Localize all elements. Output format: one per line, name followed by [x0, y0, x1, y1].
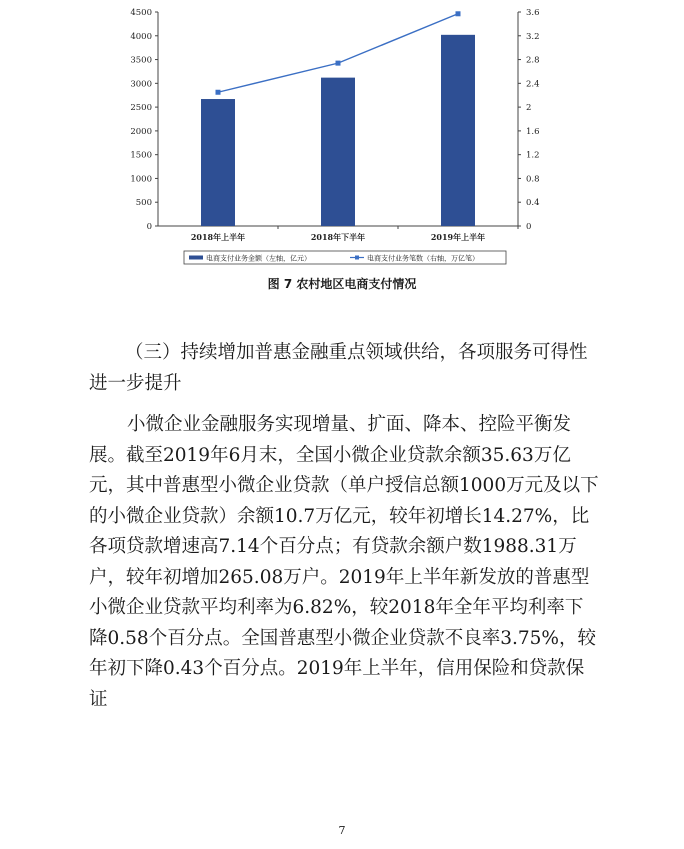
- page-number: 7: [338, 824, 346, 837]
- bar: [441, 35, 475, 226]
- left-tick-label: 4500: [130, 8, 152, 18]
- x-tick-label: 2018年上半年: [190, 232, 246, 242]
- left-tick-label: 1500: [130, 150, 152, 161]
- left-tick-label: 1000: [130, 174, 152, 185]
- legend-bar-swatch: [189, 256, 203, 260]
- right-tick-label: 3.2: [526, 31, 540, 42]
- left-tick-label: 4000: [130, 31, 152, 42]
- figure-caption: 图 7 农村地区电商支付情况: [267, 277, 417, 291]
- right-tick-label: 0.4: [526, 198, 540, 209]
- left-tick-label: 3000: [130, 79, 152, 90]
- right-tick-label: 3.6: [526, 8, 540, 18]
- left-tick-label: 2500: [130, 103, 152, 114]
- right-tick-label: 1.2: [526, 150, 540, 161]
- x-tick-label: 2019年上半年: [430, 232, 486, 242]
- line-point: [336, 61, 341, 66]
- legend-bar-label: 电商支付业务金额（左轴，亿元）: [206, 254, 311, 263]
- right-tick-label: 2: [526, 103, 532, 114]
- legend-line-label: 电商支付业务笔数（右轴，万亿笔）: [367, 254, 479, 263]
- right-tick-label: 0.8: [526, 174, 540, 185]
- right-tick-label: 0: [526, 222, 532, 232]
- chart-legend: [184, 251, 506, 264]
- line-point: [216, 90, 221, 95]
- right-tick-label: 2.8: [526, 55, 540, 66]
- right-tick-label: 2.4: [526, 79, 540, 90]
- legend-line-marker: [355, 256, 359, 260]
- section-heading: （三）持续增加普惠金融重点领域供给，各项服务可得性进一步提升: [89, 342, 588, 394]
- right-tick-label: 1.6: [526, 126, 540, 137]
- x-tick-label: 2018年下半年: [310, 232, 366, 242]
- bar: [201, 99, 235, 226]
- left-tick-label: 500: [135, 198, 152, 209]
- payment-chart: [0, 0, 684, 275]
- body-paragraph: 小微企业金融服务实现增量、扩面、降本、控险平衡发展。截至2019年6月末，全国小微企业贷款余额35.63万亿元，其中普惠型小微企业贷款（单户授信总额1000万元及以下的小微企业贷款）余额10.7万亿元，较年初增长14.27%，比各项贷款增速高7.14个百分点；有贷款余额户数1988.31万户，较年初增加265.08万户。2019年上半年新发放的普惠型小微企业贷款平均利率为6.82%，较2018年全年平均利率下降0.58个百分点。全国普惠型小微企业贷款不良率3.75%，较年初下降0.43个百分点。2019年上半年，信用保险和贷款保证: [89, 414, 599, 710]
- line-point: [456, 11, 461, 16]
- left-tick-label: 3500: [130, 55, 152, 66]
- left-tick-label: 2000: [130, 126, 152, 137]
- left-tick-label: 0: [146, 222, 152, 232]
- bar: [321, 78, 355, 226]
